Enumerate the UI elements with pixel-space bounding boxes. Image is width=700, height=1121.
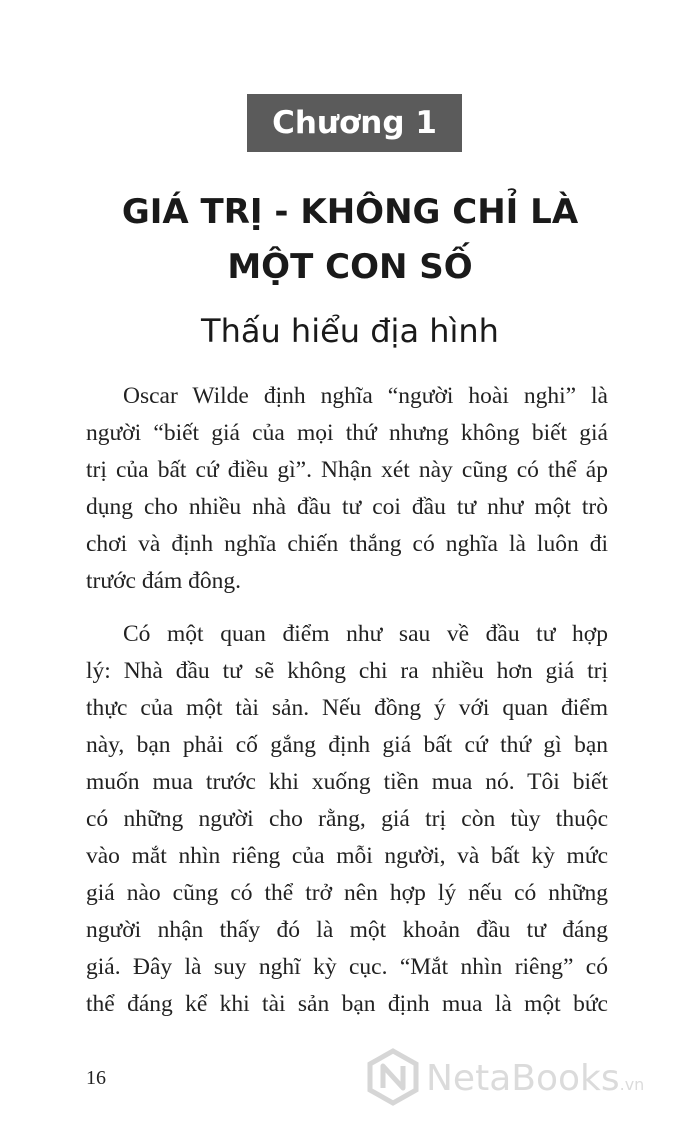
- chapter-title-line-2: MỘT CON SỐ: [227, 247, 473, 287]
- netabooks-logo-icon: [364, 1048, 422, 1106]
- paragraph-line: người “biết giá của mọi thứ nhưng không biết giá: [86, 420, 608, 446]
- paragraph-line: giá. Đây là suy nghĩ kỳ cục. “Mắt nhìn riêng” có: [86, 954, 608, 980]
- paragraph-line: người nhận thấy đó là một khoản đầu tư đáng: [86, 917, 608, 943]
- section-title: Thấu hiểu địa hình: [201, 312, 499, 350]
- paragraph-2: [86, 616, 608, 1023]
- paragraph-line: chơi và định nghĩa chiến thắng có nghĩa là luôn đi: [86, 531, 608, 557]
- paragraph-line: vào mắt nhìn riêng của mỗi người, và bất kỳ mức: [86, 843, 608, 869]
- watermark: [364, 1048, 694, 1108]
- paragraph-line: trị của bất cứ điều gì”. Nhận xét này cũng có thể áp: [86, 457, 608, 483]
- paragraph-line: Có một quan điểm như sau về đầu tư hợp: [123, 621, 608, 647]
- paragraph-line: muốn mua trước khi xuống tiền mua nó. Tôi biết: [86, 769, 608, 795]
- paragraph-line: trước đám đông.: [86, 568, 242, 594]
- watermark-brand: [426, 1058, 644, 1099]
- paragraph-line: lý: Nhà đầu tư sẽ không chi ra nhiều hơn giá trị: [86, 658, 608, 684]
- page-number: 16: [86, 1067, 106, 1089]
- paragraph-line: dụng cho nhiều nhà đầu tư coi đầu tư như một trò: [86, 494, 608, 520]
- paragraph-line: thể đáng kể khi tài sản bạn định mua là một bức: [86, 991, 608, 1017]
- watermark-brand-suffix: .vn: [619, 1075, 645, 1094]
- paragraph-line: giá nào cũng có thể trở nên hợp lý nếu có những: [86, 880, 608, 906]
- paragraph-1: [86, 378, 608, 600]
- paragraph-line: có những người cho rằng, giá trị còn tùy thuộc: [86, 806, 608, 832]
- paragraph-line: Oscar Wilde định nghĩa “người hoài nghi” là: [123, 383, 608, 409]
- paragraph-line: này, bạn phải cố gắng định giá bất cứ thứ gì bạn: [86, 732, 608, 758]
- chapter-title: [60, 185, 640, 295]
- chapter-label: Chương 1: [247, 94, 462, 152]
- paragraph-line: thực của một tài sản. Nếu đồng ý với quan điểm: [86, 695, 608, 721]
- chapter-title-line-1: GIÁ TRỊ - KHÔNG CHỈ LÀ: [121, 192, 579, 232]
- watermark-brand-name: NetaBooks: [426, 1058, 620, 1099]
